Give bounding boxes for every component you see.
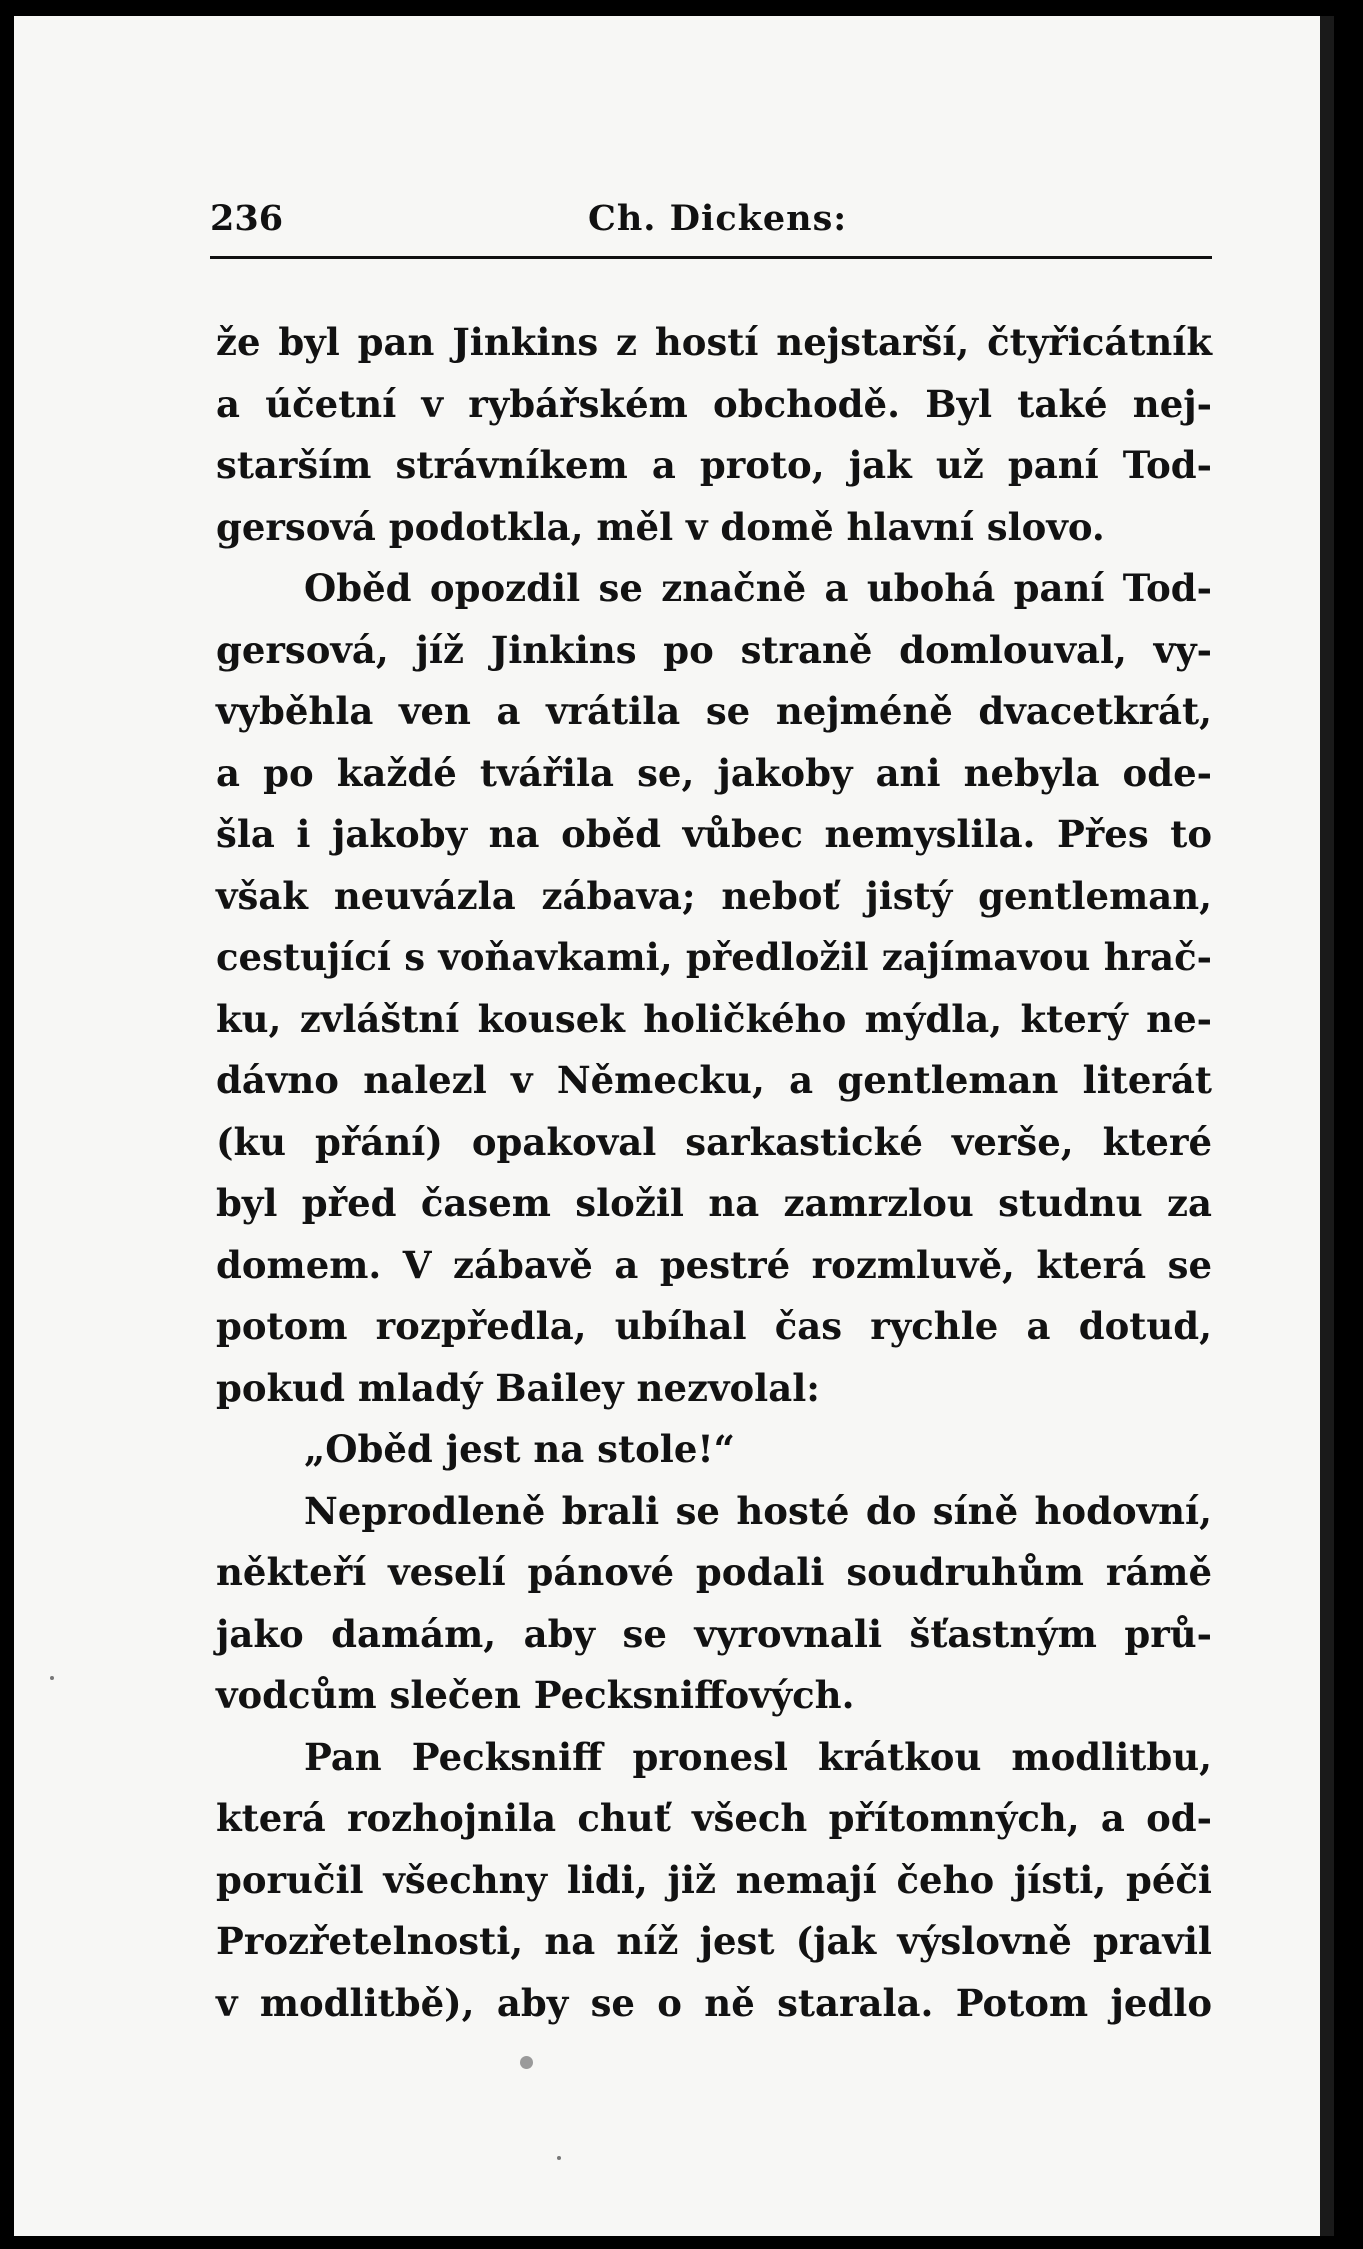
text-line: vyběhla ven a vrátila se nejméně dvacetkrát, bbox=[216, 689, 1212, 733]
text-line: poručil všechny lidi, již nemají čeho jísti, péči bbox=[216, 1857, 1212, 1902]
text-line: byl před časem složil na zamrzlou studnu za bbox=[216, 1181, 1212, 1225]
body-text bbox=[216, 312, 1212, 2034]
text-line: (ku přání) opakoval sarkastické verše, které bbox=[216, 1119, 1212, 1164]
text-line: Oběd opozdil se značně a ubohá paní Tod- bbox=[304, 566, 1212, 610]
text-line: ku, zvláštní kousek holičkého mýdla, který ne- bbox=[216, 996, 1212, 1041]
text-line: Neprodleně brali se hosté do síně hodovní, bbox=[304, 1488, 1212, 1533]
text-line: někteří veselí pánové podali soudruhům rámě bbox=[216, 1550, 1212, 1594]
text-line: a po každé tvářila se, jakoby ani nebyla ode- bbox=[216, 750, 1212, 795]
text-line: Pan Pecksniff pronesl krátkou modlitbu, bbox=[304, 1734, 1212, 1779]
book-page bbox=[14, 16, 1334, 2236]
text-line: pokud mladý Bailey nezvolal: bbox=[216, 1365, 820, 1410]
text-line: potom rozpředla, ubíhal čas rychle a dotud, bbox=[216, 1304, 1212, 1348]
text-line: Prozřetelnosti, na níž jest (jak výslovně pravil bbox=[216, 1919, 1212, 1963]
running-head: Ch. Dickens: bbox=[588, 198, 848, 239]
text-line: která rozhojnila chuť všech přítomných, a od- bbox=[216, 1796, 1212, 1840]
text-line: vodcům slečen Pecksniffových. bbox=[216, 1673, 855, 1717]
text-line: cestující s voňavkami, předložil zajímavou hrač- bbox=[216, 935, 1212, 979]
text-line: jako damám, aby se vyrovnali šťastným prů- bbox=[216, 1611, 1212, 1656]
text-line: domem. V zábavě a pestré rozmluvě, která se bbox=[216, 1242, 1212, 1287]
text-line: „Oběd jest na stole!“ bbox=[304, 1427, 735, 1471]
page-number: 236 bbox=[210, 198, 284, 239]
text-line: že byl pan Jinkins z hostí nejstarší, čtyřicátník bbox=[216, 320, 1212, 364]
scan-speck bbox=[50, 1676, 54, 1680]
scan-edge bbox=[1320, 16, 1334, 2236]
scan-speck bbox=[557, 2156, 561, 2160]
text-line: však neuvázla zábava; neboť jistý gentleman, bbox=[216, 873, 1212, 918]
scan-speck bbox=[520, 2056, 533, 2069]
text-line: starším strávníkem a proto, jak už paní Tod- bbox=[216, 443, 1212, 487]
text-line: a účetní v rybářském obchodě. Byl také nej- bbox=[216, 381, 1212, 426]
header-rule bbox=[210, 256, 1212, 259]
text-line: gersová, jíž Jinkins po straně domlouval, vy- bbox=[216, 627, 1212, 672]
page-header bbox=[210, 186, 1210, 246]
text-line: šla i jakoby na oběd vůbec nemyslila. Přes to bbox=[216, 812, 1212, 856]
text-line: v modlitbě), aby se o ně starala. Potom jedlo bbox=[216, 1980, 1212, 2025]
text-line: gersová podotkla, měl v domě hlavní slovo. bbox=[216, 504, 1105, 549]
text-line: dávno nalezl v Německu, a gentleman literát bbox=[216, 1058, 1212, 1102]
